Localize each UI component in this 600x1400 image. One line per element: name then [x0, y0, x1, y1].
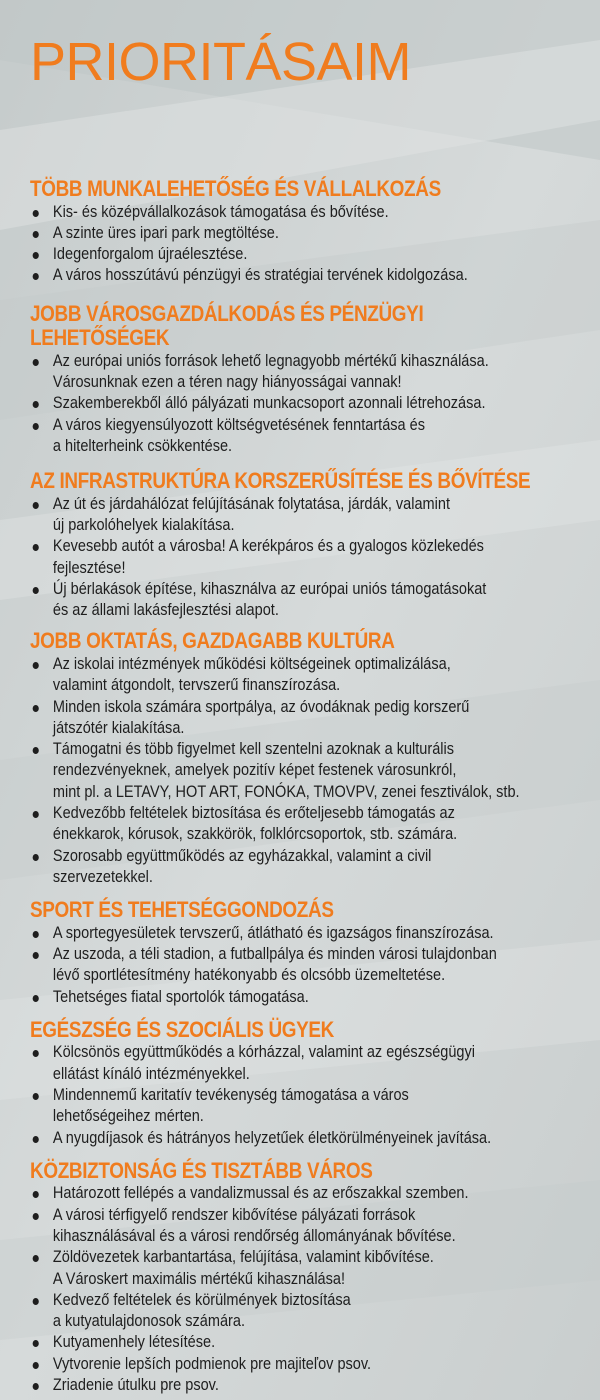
list-item: Kevesebb autót a városba! A kerékpáros és a gyalogos közlekedés fejlesztése!: [30, 536, 590, 579]
bullet-list: [30, 923, 570, 1008]
page-title: PRIORITÁSAIM: [30, 32, 412, 92]
list-item: Új bérlakások építése, kihasználva az európai uniós támogatásokat és az állami lakásfejlesztési alapot.: [30, 579, 590, 622]
list-item: Szorosabb együttműködés az egyházakkal, valamint a civil szervezetekkel.: [30, 846, 590, 889]
section-heading: JOBB OKTATÁS, GAZDAGABB KULTÚRA: [30, 628, 395, 654]
list-item: Vytvorenie lepších podmienok pre majiteľov psov.: [30, 1354, 590, 1375]
list-item: Szakemberekből álló pályázati munkacsoport azonnali létrehozása.: [30, 393, 590, 414]
list-item: Minden iskola számára sportpálya, az óvodáknak pedig korszerű játszótér kialakítása.: [30, 697, 590, 740]
list-item: A város hosszútávú pénzügyi és stratégiai tervének kidolgozása.: [30, 265, 590, 286]
list-item: Kis- és középvállalkozások támogatása és bővítése.: [30, 202, 590, 223]
list-item: Határozott fellépés a vandalizmussal és az erőszakkal szemben.: [30, 1183, 590, 1204]
list-item: Idegenforgalom újraélesztése.: [30, 244, 590, 265]
list-item: Az út és járdahálózat felújításának folytatása, járdák, valamint új parkolóhelyek kialakítása.: [30, 494, 590, 537]
list-item: A nyugdíjasok és hátrányos helyzetűek életkörülményeinek javítása.: [30, 1128, 590, 1149]
section-varosgazdalkodas: [30, 302, 570, 457]
list-item: Kedvező feltételek és körülmények biztosítása a kutyatulajdonosok számára.: [30, 1290, 590, 1333]
list-item: Kutyamenhely létesítése.: [30, 1332, 590, 1353]
bullet-list: [30, 1042, 570, 1148]
bullet-list: [30, 494, 570, 622]
section-heading: SPORT ÉS TEHETSÉGGONDOZÁS: [30, 897, 334, 923]
bullet-list: [30, 351, 570, 457]
bullet-list: [30, 654, 570, 888]
list-item: Tehetséges fiatal sportolók támogatása.: [30, 987, 590, 1008]
list-item: Támogatni és több figyelmet kell szentelni azoknak a kulturális rendezvényeknek, amelyek pozitív képet festenek városunkról, mint pl. a LETAVY, HOT ART, FONÓKA, TMOVPV, zenei fesztiválok, stb.: [30, 739, 590, 803]
section-heading: TÖBB MUNKALEHETŐSÉG ÉS VÁLLALKOZÁS: [30, 176, 441, 201]
section-oktatas-kultura: [30, 629, 570, 888]
bullet-list: [30, 202, 570, 287]
list-item: Az európai uniós források lehető legnagyobb mértékű kihasználása. Városunknak ezen a téren nagy hiányosságai vannak!: [30, 351, 590, 394]
list-item: Mindennemű karitatív tevékenység támogatása a város lehetőségeihez mérten.: [30, 1085, 590, 1128]
list-item: Zöldövezetek karbantartása, felújítása, valamint kibővítése. A Városkert maximális mértékű kihasználása!: [30, 1247, 590, 1290]
list-item: Zriadenie útulku pre psov.: [30, 1375, 590, 1396]
list-item: Kedvezőbb feltételek biztosítása és erőteljesebb támogatás az énekkarok, kórusok, szakkörök, folklórcsoportok, stb. számára.: [30, 803, 590, 846]
section-kozbiztonsag: [30, 1159, 570, 1396]
list-item: A szinte üres ipari park megtöltése.: [30, 223, 590, 244]
section-sport: [30, 898, 570, 1008]
list-item: Az uszoda, a téli stadion, a futballpálya és minden városi tulajdonban lévő sportlétesítmény hatékonyabb és olcsóbb üzemeltetése.: [30, 944, 590, 987]
section-infrastruktura: [30, 469, 570, 621]
section-heading: JOBB VÁROSGAZDÁLKODÁS ÉS PÉNZÜGYI LEHETŐSÉGEK: [30, 300, 424, 351]
section-heading: KÖZBIZTONSÁG ÉS TISZTÁBB VÁROS: [30, 1157, 373, 1183]
list-item: Kölcsönös együttműködés a kórházzal, valamint az egészségügyi ellátást kínáló intézményekkel.: [30, 1042, 590, 1085]
section-munkalehetoseg: [30, 177, 570, 287]
section-heading: AZ INFRASTRUKTÚRA KORSZERŰSÍTÉSE ÉS BŐVÍTÉSE: [30, 468, 531, 494]
section-egeszseg: [30, 1018, 570, 1149]
list-item: A város kiegyensúlyozott költségvetésének fenntartása és a hitelterheink csökkentése.: [30, 415, 590, 458]
section-heading: EGÉSZSÉG ÉS SZOCIÁLIS ÜGYEK: [30, 1016, 335, 1042]
bullet-list: [30, 1183, 570, 1396]
list-item: A sportegyesületek tervszerű, átlátható és igazságos finanszírozása.: [30, 923, 590, 944]
list-item: A városi térfigyelő rendszer kibővítése pályázati források kihasználásával és a városi rendőrség állományának bővítése.: [30, 1205, 590, 1248]
list-item: Az iskolai intézmények működési költségeinek optimalizálása, valamint átgondolt, tervszerű finanszírozása.: [30, 654, 590, 697]
